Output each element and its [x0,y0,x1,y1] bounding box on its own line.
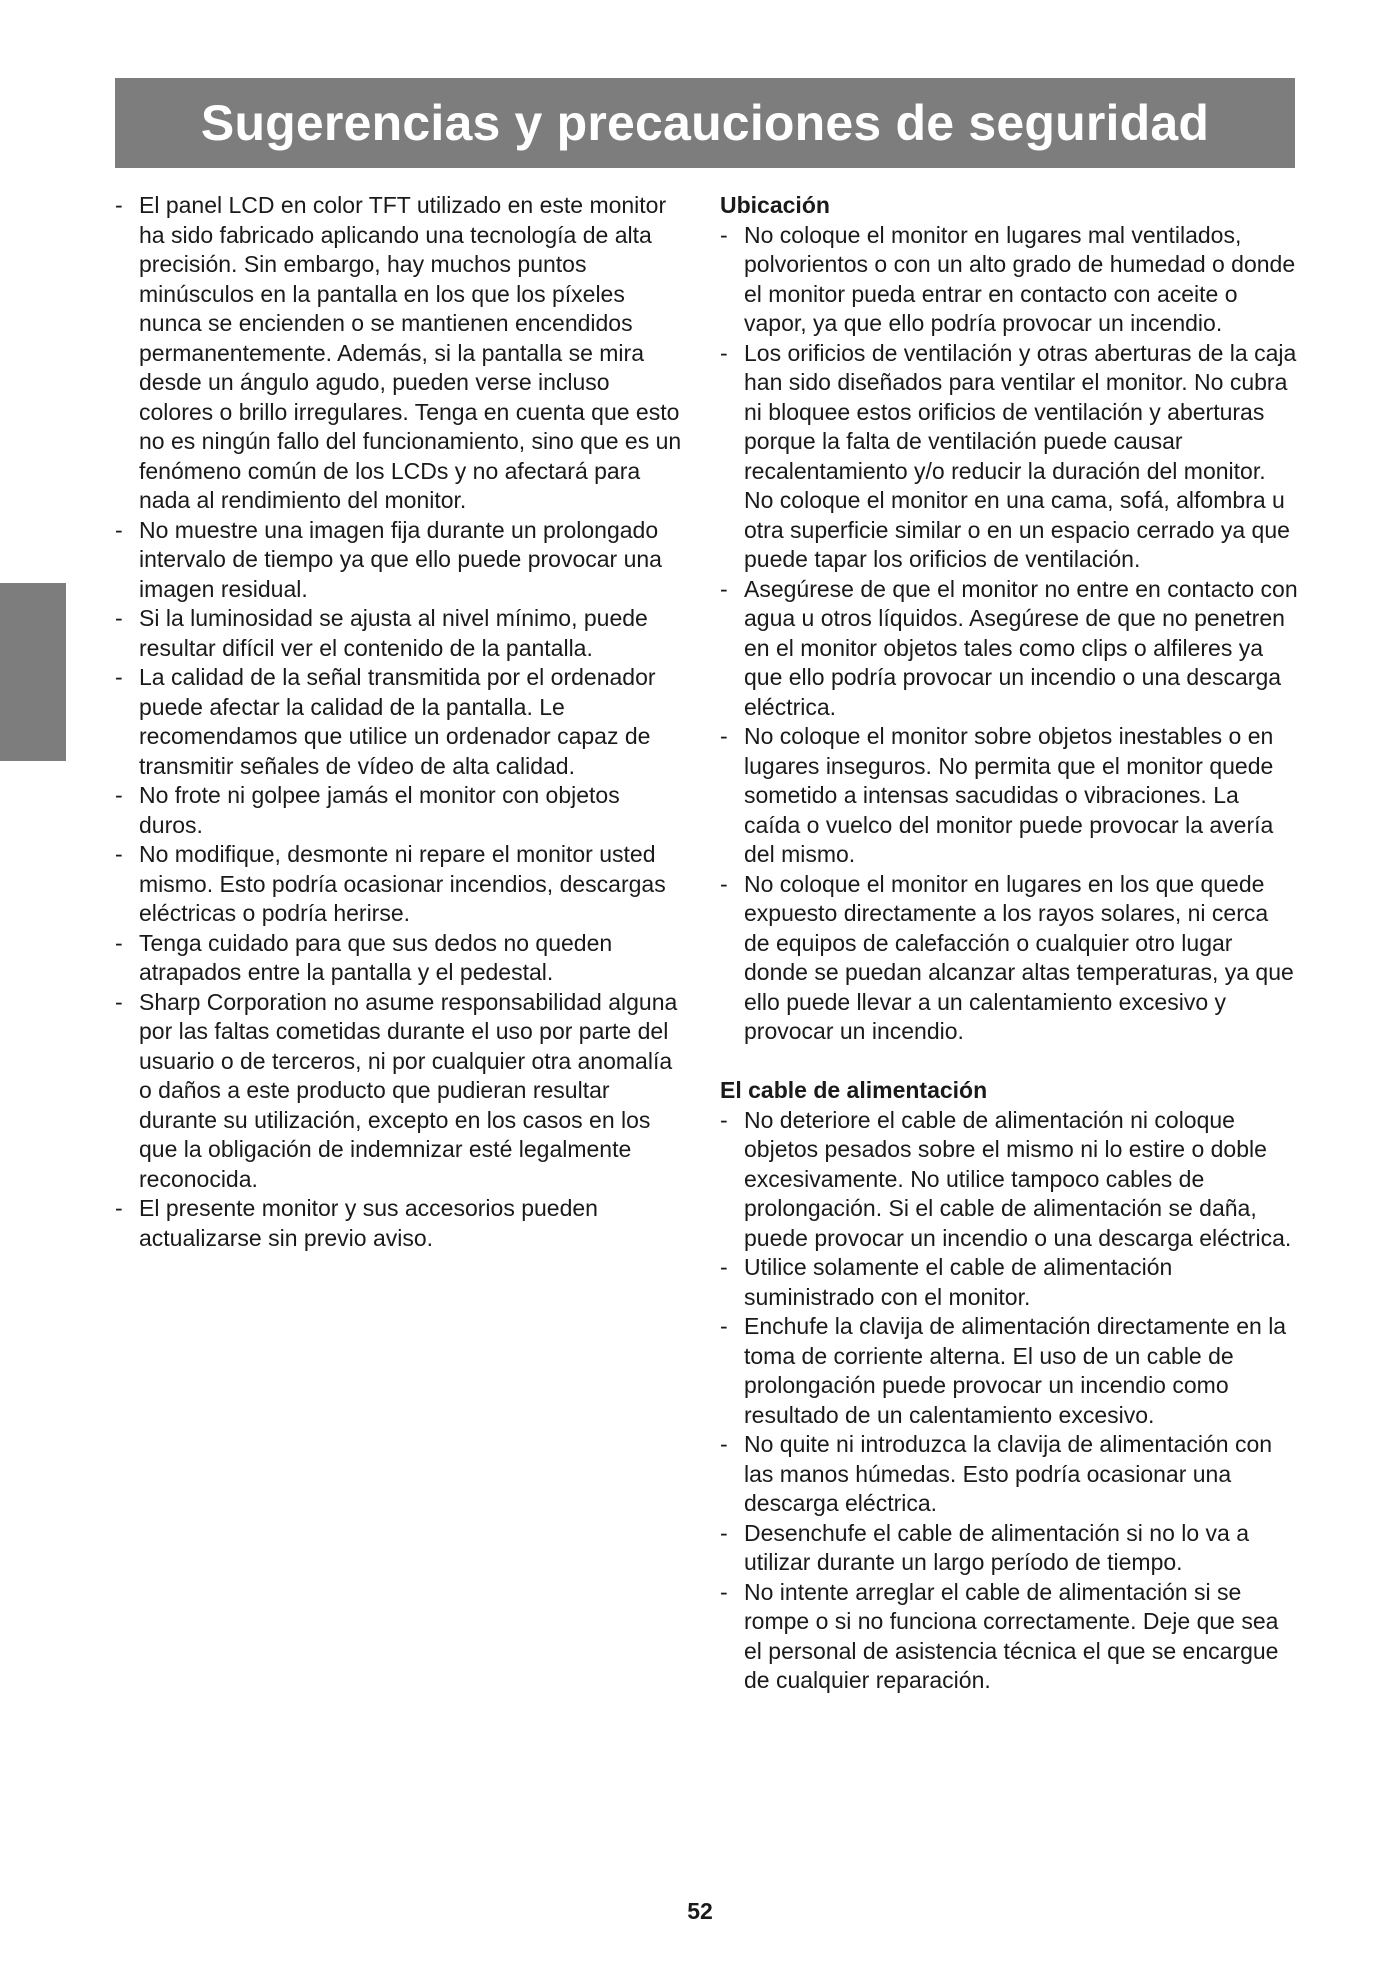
right-column [720,191,1300,1696]
list-item: - Tenga cuidado para que sus dedos no queden atrapados entre la pantalla y el pedestal. [115,929,690,988]
list-item: - El presente monitor y sus accesorios pueden actualizarse sin previo aviso. [115,1194,690,1253]
list-item: - Utilice solamente el cable de alimentación suministrado con el monitor. [720,1253,1300,1312]
list-item: - No muestre una imagen fija durante un prolongado intervalo de tiempo ya que ello puede provocar una imagen residual. [115,516,690,605]
section-spacer [720,1047,1300,1077]
ubicacion-bullet-list [720,221,1300,1047]
list-item: - Asegúrese de que el monitor no entre en contacto con agua u otros líquidos. Asegúrese de que no penetren en el monitor objetos tales como clips o alfileres ya que ello podría provocar un incendio o una descarga eléctrica. [720,575,1300,723]
side-tab-marker [0,583,66,761]
list-item: - Enchufe la clavija de alimentación directamente en la toma de corriente alterna. El uso de un cable de prolongación puede provocar un incendio como resultado de un calentamiento excesivo. [720,1312,1300,1430]
cable-bullet-list [720,1106,1300,1696]
list-item: - El panel LCD en color TFT utilizado en este monitor ha sido fabricado aplicando una tecnología de alta precisión. Sin embargo, hay muchos puntos minúsculos en la pantalla en los que los píxeles nunca se encienden o se mantienen encendidos permanentemente. Además, si la pantalla se mira desde un ángulo agudo, pueden verse incluso colores o brillo irregulares. Tenga en cuenta que esto no es ningún fallo del funcionamiento, sino que es un fenómeno común de los LCDs y no afectará para nada al rendimiento del monitor. [115,191,690,516]
page-title: Sugerencias y precauciones de seguridad [200,95,1210,151]
list-item: - No coloque el monitor sobre objetos inestables o en lugares inseguros. No permita que el monitor quede sometido a intensas sacudidas o vibraciones. La caída o vuelco del monitor puede provocar la avería del mismo. [720,722,1300,870]
section-heading-cable: El cable de alimentación [720,1077,988,1103]
left-column [115,191,690,1253]
list-item: - Si la luminosidad se ajusta al nivel mínimo, puede resultar difícil ver el contenido de la pantalla. [115,604,690,663]
list-item: - No deteriore el cable de alimentación ni coloque objetos pesados sobre el mismo ni lo estire o doble excesivamente. No utilice tampoco cables de prolongación. Si el cable de alimentación se daña, puede provocar un incendio o una descarga eléctrica. [720,1106,1300,1254]
list-item: - No coloque el monitor en lugares en los que quede expuesto directamente a los rayos solares, ni cerca de equipos de calefacción o cualquier otro lugar donde se puedan alcanzar altas temperaturas, ya que ello puede llevar a un calentamiento excesivo y provocar un incendio. [720,870,1300,1047]
list-item: - No modifique, desmonte ni repare el monitor usted mismo. Esto podría ocasionar incendios, descargas eléctricas o podría herirse. [115,840,690,929]
title-bar [115,78,1295,168]
list-item: - Desenchufe el cable de alimentación si no lo va a utilizar durante un largo período de tiempo. [720,1519,1300,1578]
list-item: - Sharp Corporation no asume responsabilidad alguna por las faltas cometidas durante el uso por parte del usuario o de terceros, ni por cualquier otra anomalía o daños a este producto que pudieran resultar durante su utilización, excepto en los casos en los que la obligación de indemnizar esté legalmente reconocida. [115,988,690,1195]
section-heading-ubicacion: Ubicación [720,192,830,218]
list-item: - No quite ni introduzca la clavija de alimentación con las manos húmedas. Esto podría ocasionar una descarga eléctrica. [720,1430,1300,1519]
list-item: - Los orificios de ventilación y otras aberturas de la caja han sido diseñados para ventilar el monitor. No cubra ni bloquee estos orificios de ventilación y aberturas porque la falta de ventilación puede causar recalentamiento y/o reducir la duración del monitor. No coloque el monitor en una cama, sofá, alfombra u otra superficie similar o en un espacio cerrado ya que puede tapar los orificios de ventilación. [720,339,1300,575]
page-number: 52 [687,1898,713,1924]
list-item: - No intente arreglar el cable de alimentación si se rompe o si no funciona correctamente. Deje que sea el personal de asistencia técnica el que se encargue de cualquier reparación. [720,1578,1300,1696]
list-item: - No frote ni golpee jamás el monitor con objetos duros. [115,781,690,840]
list-item: - La calidad de la señal transmitida por el ordenador puede afectar la calidad de la pantalla. Le recomendamos que utilice un ordenador capaz de transmitir señales de vídeo de alta calidad. [115,663,690,781]
list-item: - No coloque el monitor en lugares mal ventilados, polvorientos o con un alto grado de humedad o donde el monitor pueda entrar en contacto con aceite o vapor, ya que ello podría provocar un incendio. [720,221,1300,339]
left-bullet-list [115,191,690,1253]
